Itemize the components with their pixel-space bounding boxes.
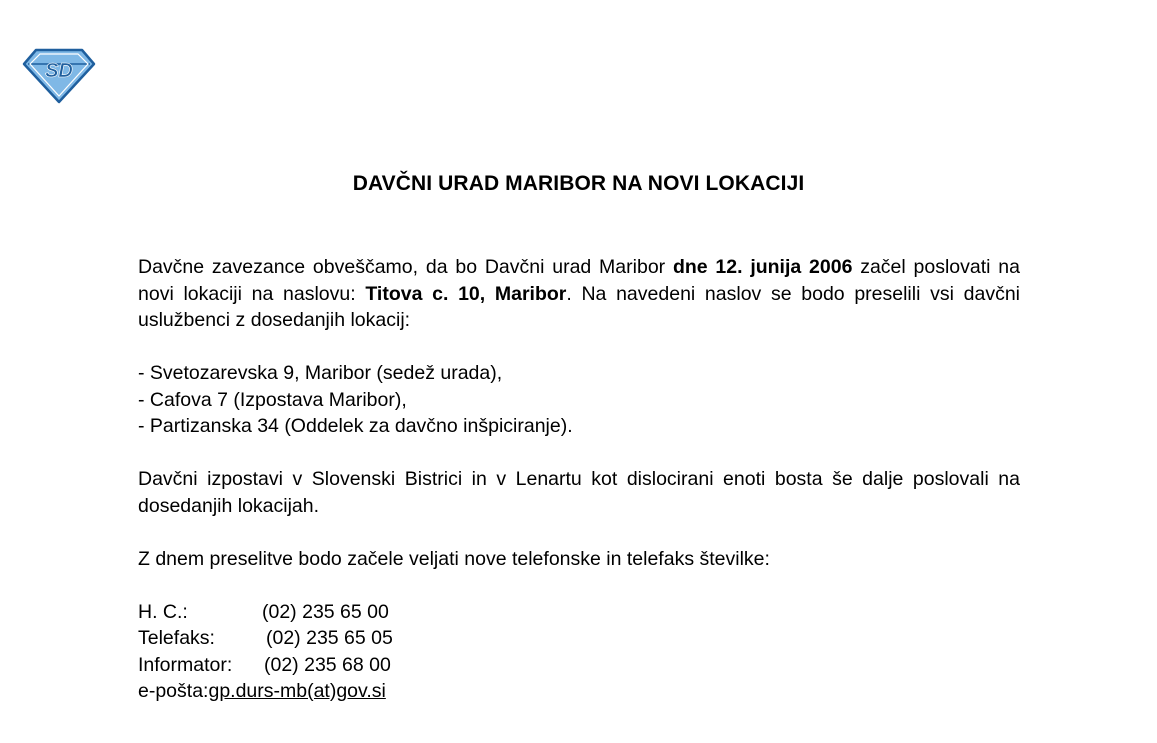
contact-email (138, 678, 1020, 705)
phones-intro: Z dnem preselitve bodo začele veljati nove telefonske in telefaks številke: (138, 547, 770, 570)
email-link[interactable]: gp.durs-mb(at)gov.si (208, 680, 386, 702)
contact-value: (02) 235 68 00 (264, 653, 391, 676)
notice-body (138, 254, 1020, 705)
contact-label: Telefaks: (138, 627, 215, 649)
branches-paragraph: Davčni izpostavi v Slovenski Bistrici in v Lenartu kot dislocirani enoti bosta še dalje poslovali na dosedanjih lokacijah. (138, 468, 1020, 517)
location-item: - Partizanska 34 (Oddelek za davčno inšpiciranje). (138, 415, 573, 437)
durs-logo (22, 46, 96, 104)
new-address: Titova c. 10, Maribor (365, 282, 567, 305)
contact-label: Informator: (138, 653, 233, 676)
contact-label: H. C.: (138, 600, 188, 623)
logo-letters: SD (45, 60, 73, 82)
intro-text-2: začel poslovati na novi lokaciji na naslovu: (138, 256, 1020, 305)
intro-text-3: . Na navedeni naslov se bodo preselili vsi davčni uslužbenci z dosedanjih lokacij: (138, 282, 1020, 331)
contact-fax (138, 625, 1020, 652)
move-date: dne 12. junija 2006 (672, 256, 853, 278)
contact-label: e-pošta: (138, 680, 209, 702)
contact-value: (02) 235 65 05 (266, 627, 393, 649)
contact-info (138, 652, 1020, 679)
location-item: - Cafova 7 (Izpostava Maribor), (138, 388, 407, 411)
intro-paragraph (138, 254, 1020, 334)
contact-value: (02) 235 65 00 (262, 600, 389, 623)
location-item: - Svetozarevska 9, Maribor (sedež urada), (138, 362, 503, 384)
contact-hc (138, 599, 1020, 626)
intro-text-1: Davčne zavezance obveščamo, da bo Davčni urad Maribor (138, 256, 673, 278)
page-title: DAVČNI URAD MARIBOR NA NOVI LOKACIJI (352, 172, 805, 195)
